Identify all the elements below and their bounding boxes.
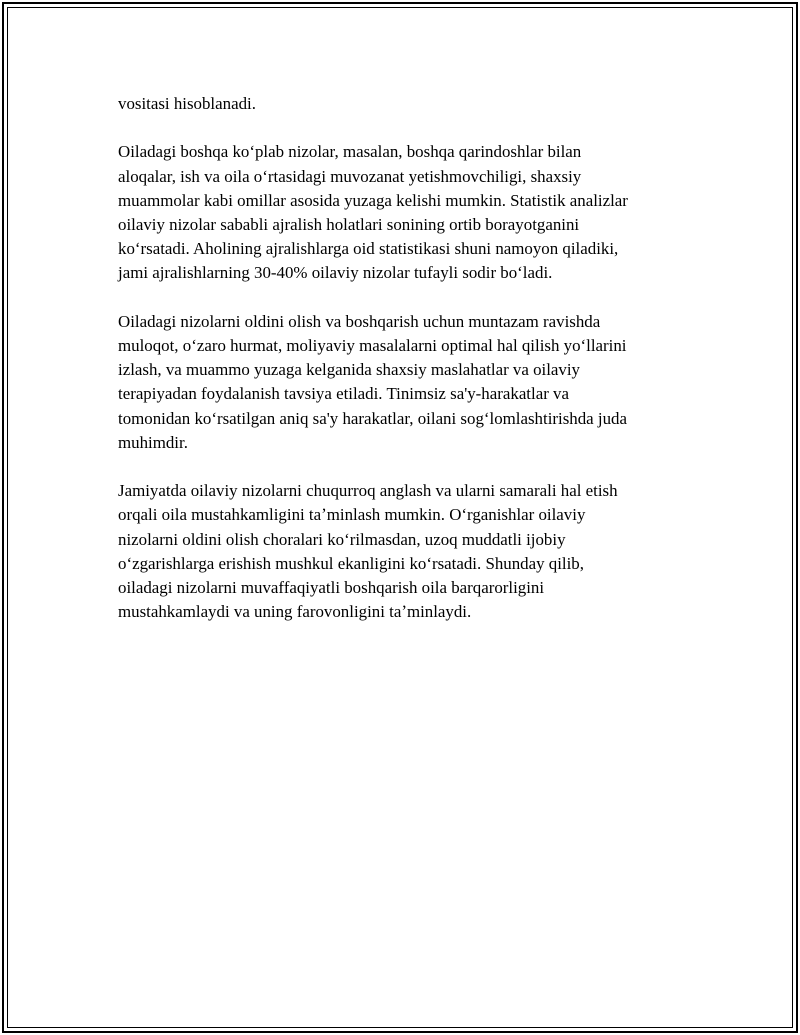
text-line: Jamiyatda oilaviy nizolarni chuqurroq anglash va ularni samarali hal etish: [118, 481, 618, 501]
text-line: vositasi hisoblanadi.: [118, 94, 256, 113]
text-line: muloqot, oʻzaro hurmat, moliyaviy masalalarni optimal hal qilish yoʻllarini: [118, 336, 627, 355]
paragraph-1: [118, 92, 688, 116]
text-line: mustahkamlaydi va uning farovonligini taʼminlaydi.: [118, 602, 472, 622]
document-body: [118, 92, 688, 649]
paragraph-4: [118, 479, 688, 624]
paragraph-3: [118, 310, 688, 455]
text-line: Oiladagi nizolarni oldini olish va boshqarish uchun muntazam ravishda: [118, 311, 601, 331]
text-line: koʻrsatadi. Aholining ajralishlarga oid statistikasi shuni namoyon qiladiki,: [118, 239, 619, 259]
text-line: oilaviy nizolar sababli ajralish holatlari sonining ortib borayotganini: [118, 215, 580, 234]
text-line: jami ajralishlarning 30-40% oilaviy nizolar tufayli sodir boʻladi.: [118, 263, 553, 283]
text-line: aloqalar, ish va oila oʻrtasidagi muvozanat yetishmovchiligi, shaxsiy: [118, 166, 582, 186]
text-line: muammolar kabi omillar asosida yuzaga kelishi mumkin. Statistik analizlar: [118, 190, 628, 210]
text-line: oiladagi nizolarni muvaffaqiyatli boshqarish oila barqarorligini: [118, 578, 545, 598]
text-line: muhimdir.: [118, 432, 188, 452]
text-line: oʻzgarishlarga erishish mushkul ekanligini koʻrsatadi. Shunday qilib,: [118, 553, 584, 573]
paragraph-2: [118, 140, 688, 285]
text-line: Oiladagi boshqa koʻplab nizolar, masalan, boshqa qarindoshlar bilan: [118, 142, 582, 162]
text-line: nizolarni oldini olish choralari koʻrilmasdan, uzoq muddatli ijobiy: [118, 529, 566, 549]
text-line: orqali oila mustahkamligini taʼminlash mumkin. Oʻrganishlar oilaviy: [118, 505, 586, 525]
text-line: terapiyadan foydalanish tavsiya etiladi. Tinimsiz sa'y-harakatlar va: [118, 384, 569, 404]
text-line: izlash, va muammo yuzaga kelganida shaxsiy maslahatlar va oilaviy: [118, 360, 581, 380]
text-line: tomonidan koʻrsatilgan aniq sa'y harakatlar, oilani sogʻlomlashtirishda juda: [118, 408, 627, 428]
